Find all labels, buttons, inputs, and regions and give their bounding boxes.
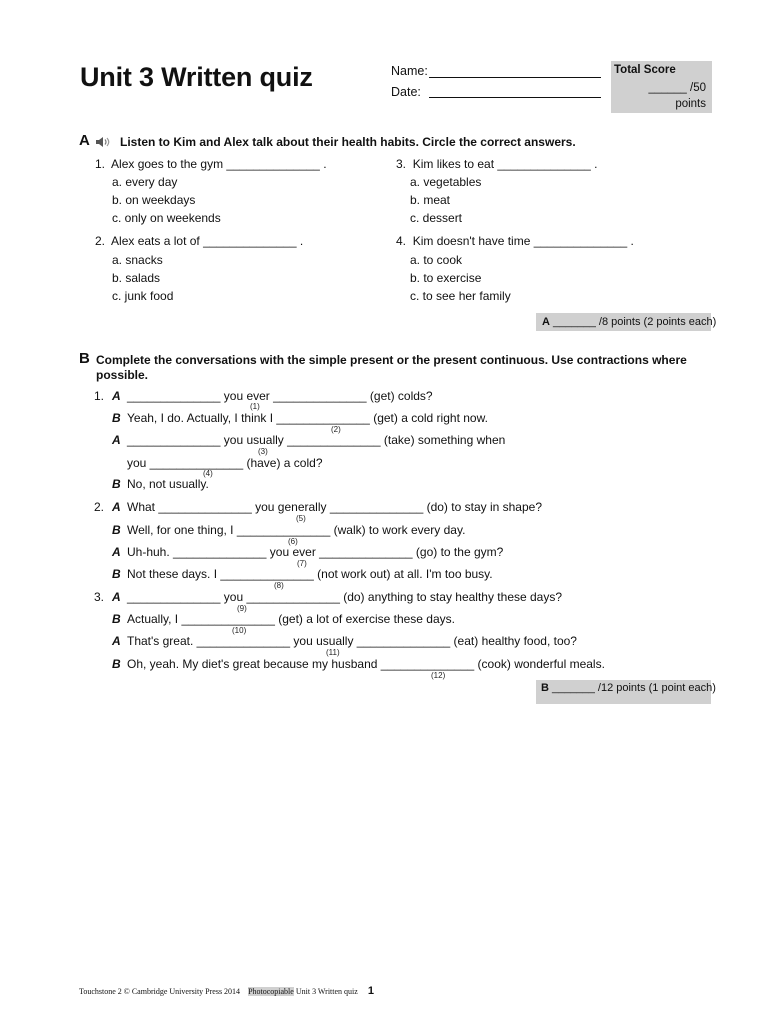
question-1 xyxy=(95,157,327,171)
speaker-label: A xyxy=(112,590,121,604)
speaker-label: A xyxy=(112,634,121,648)
question-4 xyxy=(396,234,634,248)
answer-option[interactable]: c. only on weekends xyxy=(112,211,221,225)
section-b-score-letter: B xyxy=(541,682,549,694)
dialogue-line[interactable]: you ______________ (have) a cold? xyxy=(127,456,323,470)
total-score-box xyxy=(611,61,712,113)
total-score-blank[interactable]: ______ /50 xyxy=(648,82,706,94)
blank-number: (10) xyxy=(232,626,247,635)
section-a-score-text[interactable]: _______ /8 points (2 points each) xyxy=(549,316,717,328)
answer-option[interactable]: b. meat xyxy=(410,193,451,207)
answer-option[interactable]: b. salads xyxy=(112,271,161,285)
speaker-label: B xyxy=(112,612,121,626)
question-text: Alex goes to the gym ______________ . xyxy=(111,157,327,171)
page-number: 1 xyxy=(367,985,374,997)
speaker-label: B xyxy=(112,657,121,671)
dialogue-line[interactable]: Well, for one thing, I ______________ (walk) to work every day. xyxy=(127,523,466,537)
answer-option[interactable]: b. to exercise xyxy=(410,271,482,285)
page-title: Unit 3 Written quiz xyxy=(80,62,313,92)
question-text: Kim doesn't have time ______________ . xyxy=(412,234,634,248)
question-text: Kim likes to eat ______________ . xyxy=(412,157,598,171)
answer-option[interactable]: b. on weekdays xyxy=(112,193,196,207)
dialogue-line[interactable]: That's great. ______________ you usually ______________ (eat) healthy food, too? xyxy=(127,634,577,648)
answer-option[interactable]: c. to see her family xyxy=(410,289,511,303)
dialogue-line[interactable]: Uh-huh. ______________ you ever ______________ (go) to the gym? xyxy=(127,545,504,559)
question-number: 1. xyxy=(95,157,106,171)
blank-number: (9) xyxy=(237,604,247,613)
question-2 xyxy=(95,234,303,248)
section-a-instruction: Listen to Kim and Alex talk about their health habits. Circle the correct answers. xyxy=(120,135,576,149)
speaker-label: B xyxy=(112,411,121,425)
question-text: Alex eats a lot of ______________ . xyxy=(111,234,304,248)
section-a-score-letter: A xyxy=(542,316,550,328)
answer-option[interactable]: c. junk food xyxy=(112,289,174,303)
blank-number: (1) xyxy=(250,402,260,411)
name-field[interactable] xyxy=(429,77,601,78)
dialogue-line[interactable]: What ______________ you generally ______________ (do) to stay in shape? xyxy=(127,500,542,514)
dialogue-line[interactable]: Oh, yeah. My diet's great because my husband ______________ (cook) wonderful meals. xyxy=(127,657,605,671)
dialogue-line[interactable]: Actually, I ______________ (get) a lot of exercise these days. xyxy=(127,612,455,626)
blank-number: (7) xyxy=(297,559,307,568)
section-b-instruction: Complete the conversations with the simple present or the present continuous. Use contractions where xyxy=(96,353,687,367)
blank-number: (2) xyxy=(331,425,341,434)
speaker-label: A xyxy=(112,545,121,559)
blank-number: (3) xyxy=(258,447,268,456)
section-b-score-text[interactable]: _______ /12 points (1 point each) xyxy=(548,682,716,694)
dialogue-line[interactable]: ______________ you ever ______________ (get) colds? xyxy=(127,389,433,403)
dialogue-line: No, not usually. xyxy=(127,477,209,491)
footer-copyright: Touchstone 2 © Cambridge University Press 2014 xyxy=(79,987,241,996)
total-score-points: points xyxy=(675,98,706,110)
section-b-score xyxy=(536,680,716,704)
dialogue-line[interactable]: Yeah, I do. Actually, I think I ______________ (get) a cold right now. xyxy=(127,411,488,425)
dialogue-line[interactable]: Not these days. I ______________ (not work out) at all. I'm too busy. xyxy=(127,567,493,581)
section-a-letter: A xyxy=(79,132,90,149)
speaker-label: B xyxy=(112,523,121,537)
blank-number: (4) xyxy=(203,469,213,478)
section-b-instruction-cont: possible. xyxy=(96,368,149,382)
answer-option[interactable]: a. vegetables xyxy=(410,175,482,189)
question-3 xyxy=(396,157,598,171)
answer-option[interactable]: a. to cook xyxy=(410,253,463,267)
dialogue-line[interactable]: ______________ you usually ______________ (take) something when xyxy=(127,433,506,447)
question-number: 2. xyxy=(95,234,106,248)
total-score-label: Total Score xyxy=(614,64,676,76)
conversation-number: 2. xyxy=(94,500,105,514)
speaker-label: B xyxy=(112,567,121,581)
blank-number: (5) xyxy=(296,514,306,523)
answer-option[interactable]: a. every day xyxy=(112,175,178,189)
footer xyxy=(79,985,374,997)
question-number: 4. xyxy=(396,234,407,248)
name-label: Name: xyxy=(391,64,428,78)
conversation-number: 3. xyxy=(94,590,105,604)
date-label: Date: xyxy=(391,85,421,99)
date-field[interactable] xyxy=(429,97,601,98)
blank-number: (12) xyxy=(431,671,446,680)
blank-number: (8) xyxy=(274,581,284,590)
speaker-label: A xyxy=(112,433,121,447)
speaker-label: A xyxy=(112,389,121,403)
answer-option[interactable]: a. snacks xyxy=(112,253,163,267)
speaker-label: A xyxy=(112,500,121,514)
dialogue-line[interactable]: ______________ you ______________ (do) anything to stay healthy these days? xyxy=(127,590,563,604)
speaker-label: B xyxy=(112,477,121,491)
answer-option[interactable]: c. dessert xyxy=(410,211,463,225)
blank-number: (6) xyxy=(288,537,298,546)
section-a-score xyxy=(536,313,717,331)
blank-number: (11) xyxy=(326,648,340,657)
section-b-letter: B xyxy=(79,350,90,367)
footer-quiz-name: Unit 3 Written quiz xyxy=(295,987,358,996)
footer-photocopiable: Photocopiable xyxy=(248,987,294,996)
question-number: 3. xyxy=(396,157,407,171)
conversation-number: 1. xyxy=(94,389,105,403)
speaker-icon[interactable] xyxy=(95,135,112,147)
